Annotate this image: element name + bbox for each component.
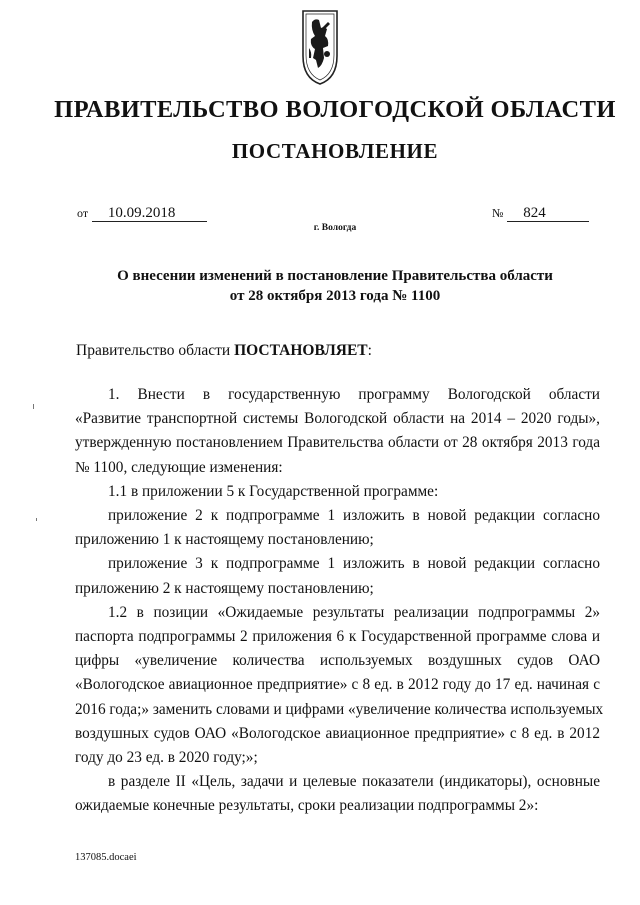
body-line: ожидаемые конечные результаты, сроки реализации подпрограммы 2»: — [75, 797, 539, 815]
decree-verb: ПОСТАНОВЛЯЕТ — [234, 342, 368, 359]
body-line: приложению 2 к настоящему постановлению; — [75, 579, 374, 597]
file-reference: 137085.docaei — [75, 852, 137, 863]
number-value: 824 — [507, 205, 589, 222]
body-line: приложению 1 к настоящему постановлению; — [75, 531, 374, 549]
body-line: 1.2 в позиции «Ожидаемые результаты реализации подпрограммы 2» — [108, 603, 600, 621]
body-line: 1.1 в приложении 5 к Государственной программе: — [108, 482, 439, 500]
body-line: в разделе II «Цель, задачи и целевые показатели (индикаторы), основные — [108, 773, 600, 791]
body-line: № 1100, следующие изменения: — [75, 458, 283, 476]
government-title: ПРАВИТЕЛЬСТВО ВОЛОГОДСКОЙ ОБЛАСТИ — [54, 96, 616, 123]
document-body — [75, 383, 604, 819]
body-line: «Развитие транспортной системы Вологодской области на 2014 – 2020 годы», — [75, 410, 600, 428]
body-line: утвержденную постановлением Правительства области от 28 октября 2013 года — [75, 434, 600, 452]
date-label: от — [77, 206, 89, 220]
body-line: приложение 3 к подпрограмме 1 изложить в новой редакции согласно — [108, 555, 600, 573]
decree-statement — [76, 342, 372, 360]
decree-colon: : — [367, 342, 372, 359]
subject-line-2: от 28 октября 2013 года № 1100 — [229, 288, 441, 304]
body-line: «Вологодское авиационное предприятие» с 8 ед. в 2012 году до 17 ед. начиная с — [75, 676, 600, 694]
city-label: г. Вологда — [313, 223, 357, 233]
body-line: 1. Внести в государственную программу Вологодской области — [108, 386, 600, 403]
document-date — [77, 205, 207, 222]
scan-mark — [33, 404, 34, 409]
body-line: году до 23 ед. в 2020 году;»; — [75, 749, 258, 767]
document-subject — [0, 266, 640, 306]
date-value: 10.09.2018 — [92, 205, 207, 222]
document-type: ПОСТАНОВЛЕНИЕ — [231, 139, 439, 163]
body-line: цифры «увеличение количества используемых воздушных судов ОАО — [75, 652, 600, 670]
scan-mark — [36, 518, 37, 521]
body-line: приложение 2 к подпрограмме 1 изложить в новой редакции согласно — [108, 507, 600, 525]
body-line: воздушных судов ОАО «Вологодское авиационное предприятие» с 8 ед. в 2012 — [75, 724, 600, 742]
number-label: № — [492, 206, 504, 220]
document-number — [492, 205, 589, 222]
coat-of-arms-icon — [300, 8, 340, 86]
body-line: паспорта подпрограммы 2 приложения 6 к Государственной программе слова и — [75, 628, 600, 646]
body-line: 2016 года;» заменить словами и цифрами «увеличение количества используемых — [75, 700, 604, 718]
decree-lead: Правительство области — [76, 342, 235, 359]
subject-line-1: О внесении изменений в постановление Правительства области — [117, 268, 553, 284]
